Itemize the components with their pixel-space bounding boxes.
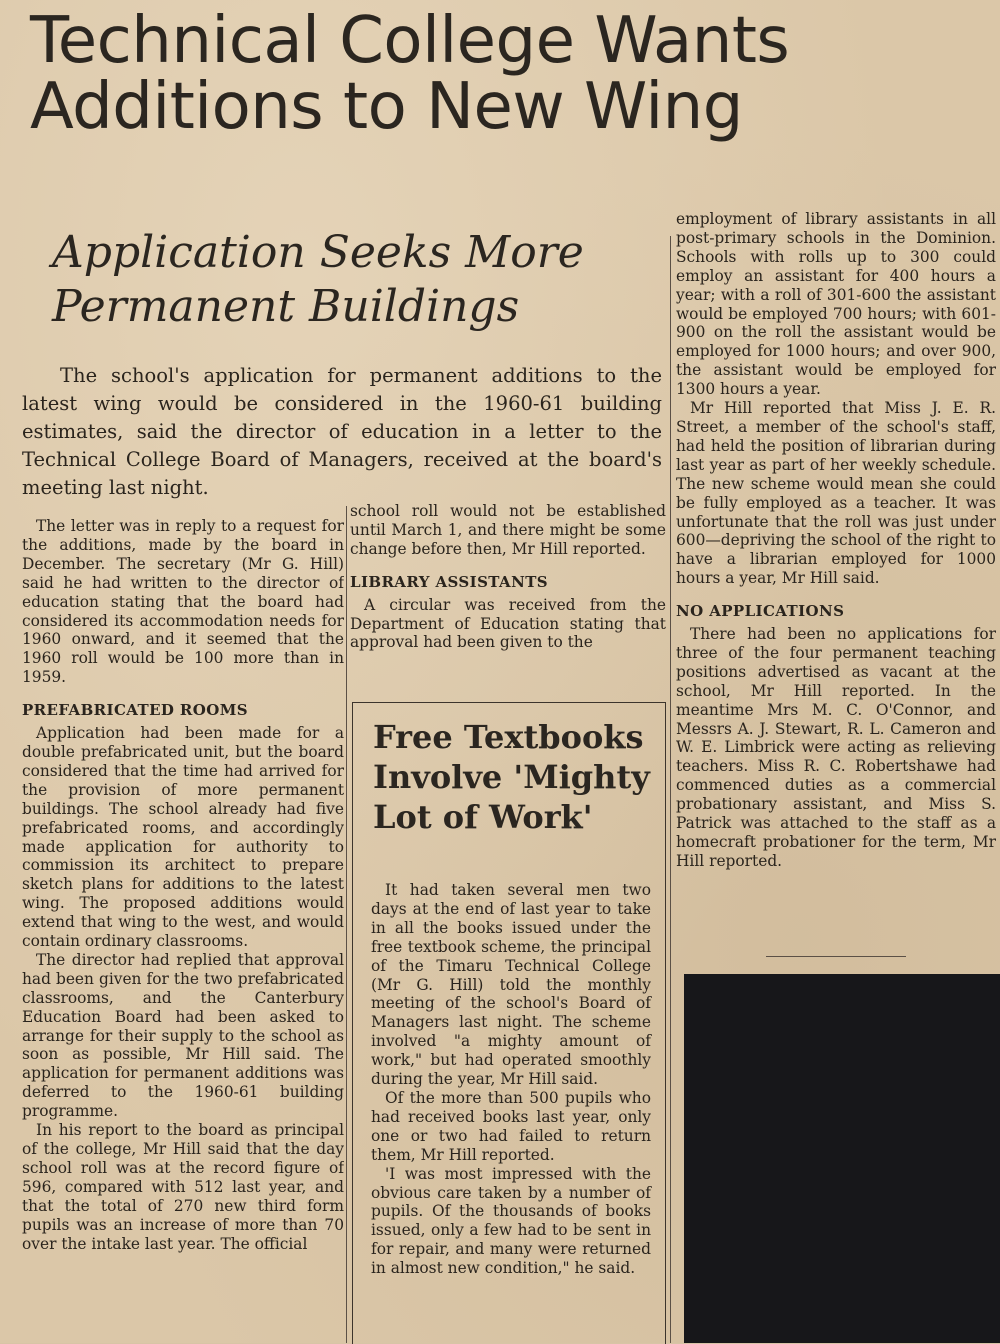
subheadline: Application Seeks More Permanent Buildings [52,227,584,332]
black-background-block [684,974,1000,1343]
col3-paragraph-3: There had been no applications for three of the four permanent teaching positions advertised as vacant at the school, Mr Hill reported. In the meantime Mrs M. C. O'Connor, and Messrs A. J. Stewart, R. L. Cameron and W. E. Limbrick were acting as relieving teachers. Miss R. C. Robertshawe had commenced duties as a commercial probationary assistant, and Miss S. Patrick was attached to the staff as a homecraft probationer for the term, Mr Hill reported. [676,625,996,870]
column-2 [350,502,666,672]
box-paragraph-3: 'I was most impressed with the obvious care taken by a number of pupils. Of the thousands of books issued, only a few had to be sent in for repair, and many were returned in almost new condition," he said. [371,1164,651,1278]
column-rule-1 [346,506,347,1343]
col3-subheading-no-applications: NO APPLICATIONS [676,602,845,621]
headline: Technical College Wants Additions to New Wing [30,4,790,144]
box-paragraph-2: Of the more than 500 pupils who had received books last year, only one or two had failed to return them, Mr Hill reported. [371,1088,651,1164]
column-1 [22,517,344,1343]
col1-paragraph-4: In his report to the board as principal of the college, Mr Hill said that the day school roll was at the record figure of 596, compared with 512 last year, and that the total of 270 new third form pupils was an increase of more than 70 over the intake last year. The official [22,1121,344,1253]
col1-paragraph-2: Application had been made for a double prefabricated unit, but the board considered that the time had arrived for the provision of more permanent buildings. The school already had five prefabricated rooms, and accordingly made application for authority to commission its architect to prepare sketch plans for additions to the latest wing. The proposed additions would extend that wing to the west, and would contain ordinary classrooms. [22,724,344,951]
sidebar-article-box [352,702,666,1344]
column-3 [676,210,996,950]
col1-paragraph-3: The director had replied that approval had been given for the two prefabricated classrooms, and the Canterbury Education Board had been asked to arrange for their supply to the school as soon as possible, Mr Hill said. The application for permanent additions was deferred to the 1960-61 building programme. [22,950,344,1121]
col1-paragraph-1: The letter was in reply to a request for the additions, made by the board in December. The secretary (Mr G. Hill) said he had written to the director of education stating that the board had considered its accommodation needs for 1960 onward, and it seemed that the 1960 roll would be 100 more than in 1959. [22,517,344,687]
lead-paragraph: The school's application for permanent additions to the latest wing would be considered in the 1960-61 building estimates, said the director of education in a letter to the Technical College Board of Managers, received at the board's meeting last night. [22,364,662,499]
col2-subheading-library-assistants: LIBRARY ASSISTANTS [350,572,548,591]
end-rule [766,956,906,957]
column-rule-2 [670,236,671,1343]
box-body [371,881,651,1278]
col1-subheading-prefabricated-rooms: PREFABRICATED ROOMS [22,701,248,720]
col2-paragraph-1: school roll would not be established until March 1, and there might be some change before then, Mr Hill reported. [350,502,666,558]
box-headline: Free Textbooks Involve 'Mighty Lot of Work' [373,718,650,836]
col3-paragraph-1: employment of library assistants in all post-primary schools in the Dominion. Schools with rolls up to 300 could employ an assistant for 400 hours a year; with a roll of 301-600 the assistant would be employed 700 hours; with 601-900 on the roll the assistant would be employed for 1000 hours; and over 900, the assistant would be employed for 1300 hours a year. [676,210,996,399]
col2-paragraph-2: A circular was received from the Department of Education stating that approval had been given to the [350,595,666,652]
box-paragraph-1: It had taken several men two days at the end of last year to take in all the books issued under the free textbook scheme, the principal of the Timaru Technical College (Mr G. Hill) told the monthly meeting of the school's Board of Managers last night. The scheme involved "a mighty amount of work," but had operated smoothly during the year, Mr Hill said. [371,881,651,1089]
col3-paragraph-2: Mr Hill reported that Miss J. E. R. Street, a member of the school's staff, had held the position of librarian during last year as part of her weekly schedule. The new scheme would mean she could be fully employed as a teacher. It was unfortunate that the roll was just under 600—depriving the school of the right to have a librarian employed for 1000 hours a year, Mr Hill said. [676,399,996,588]
